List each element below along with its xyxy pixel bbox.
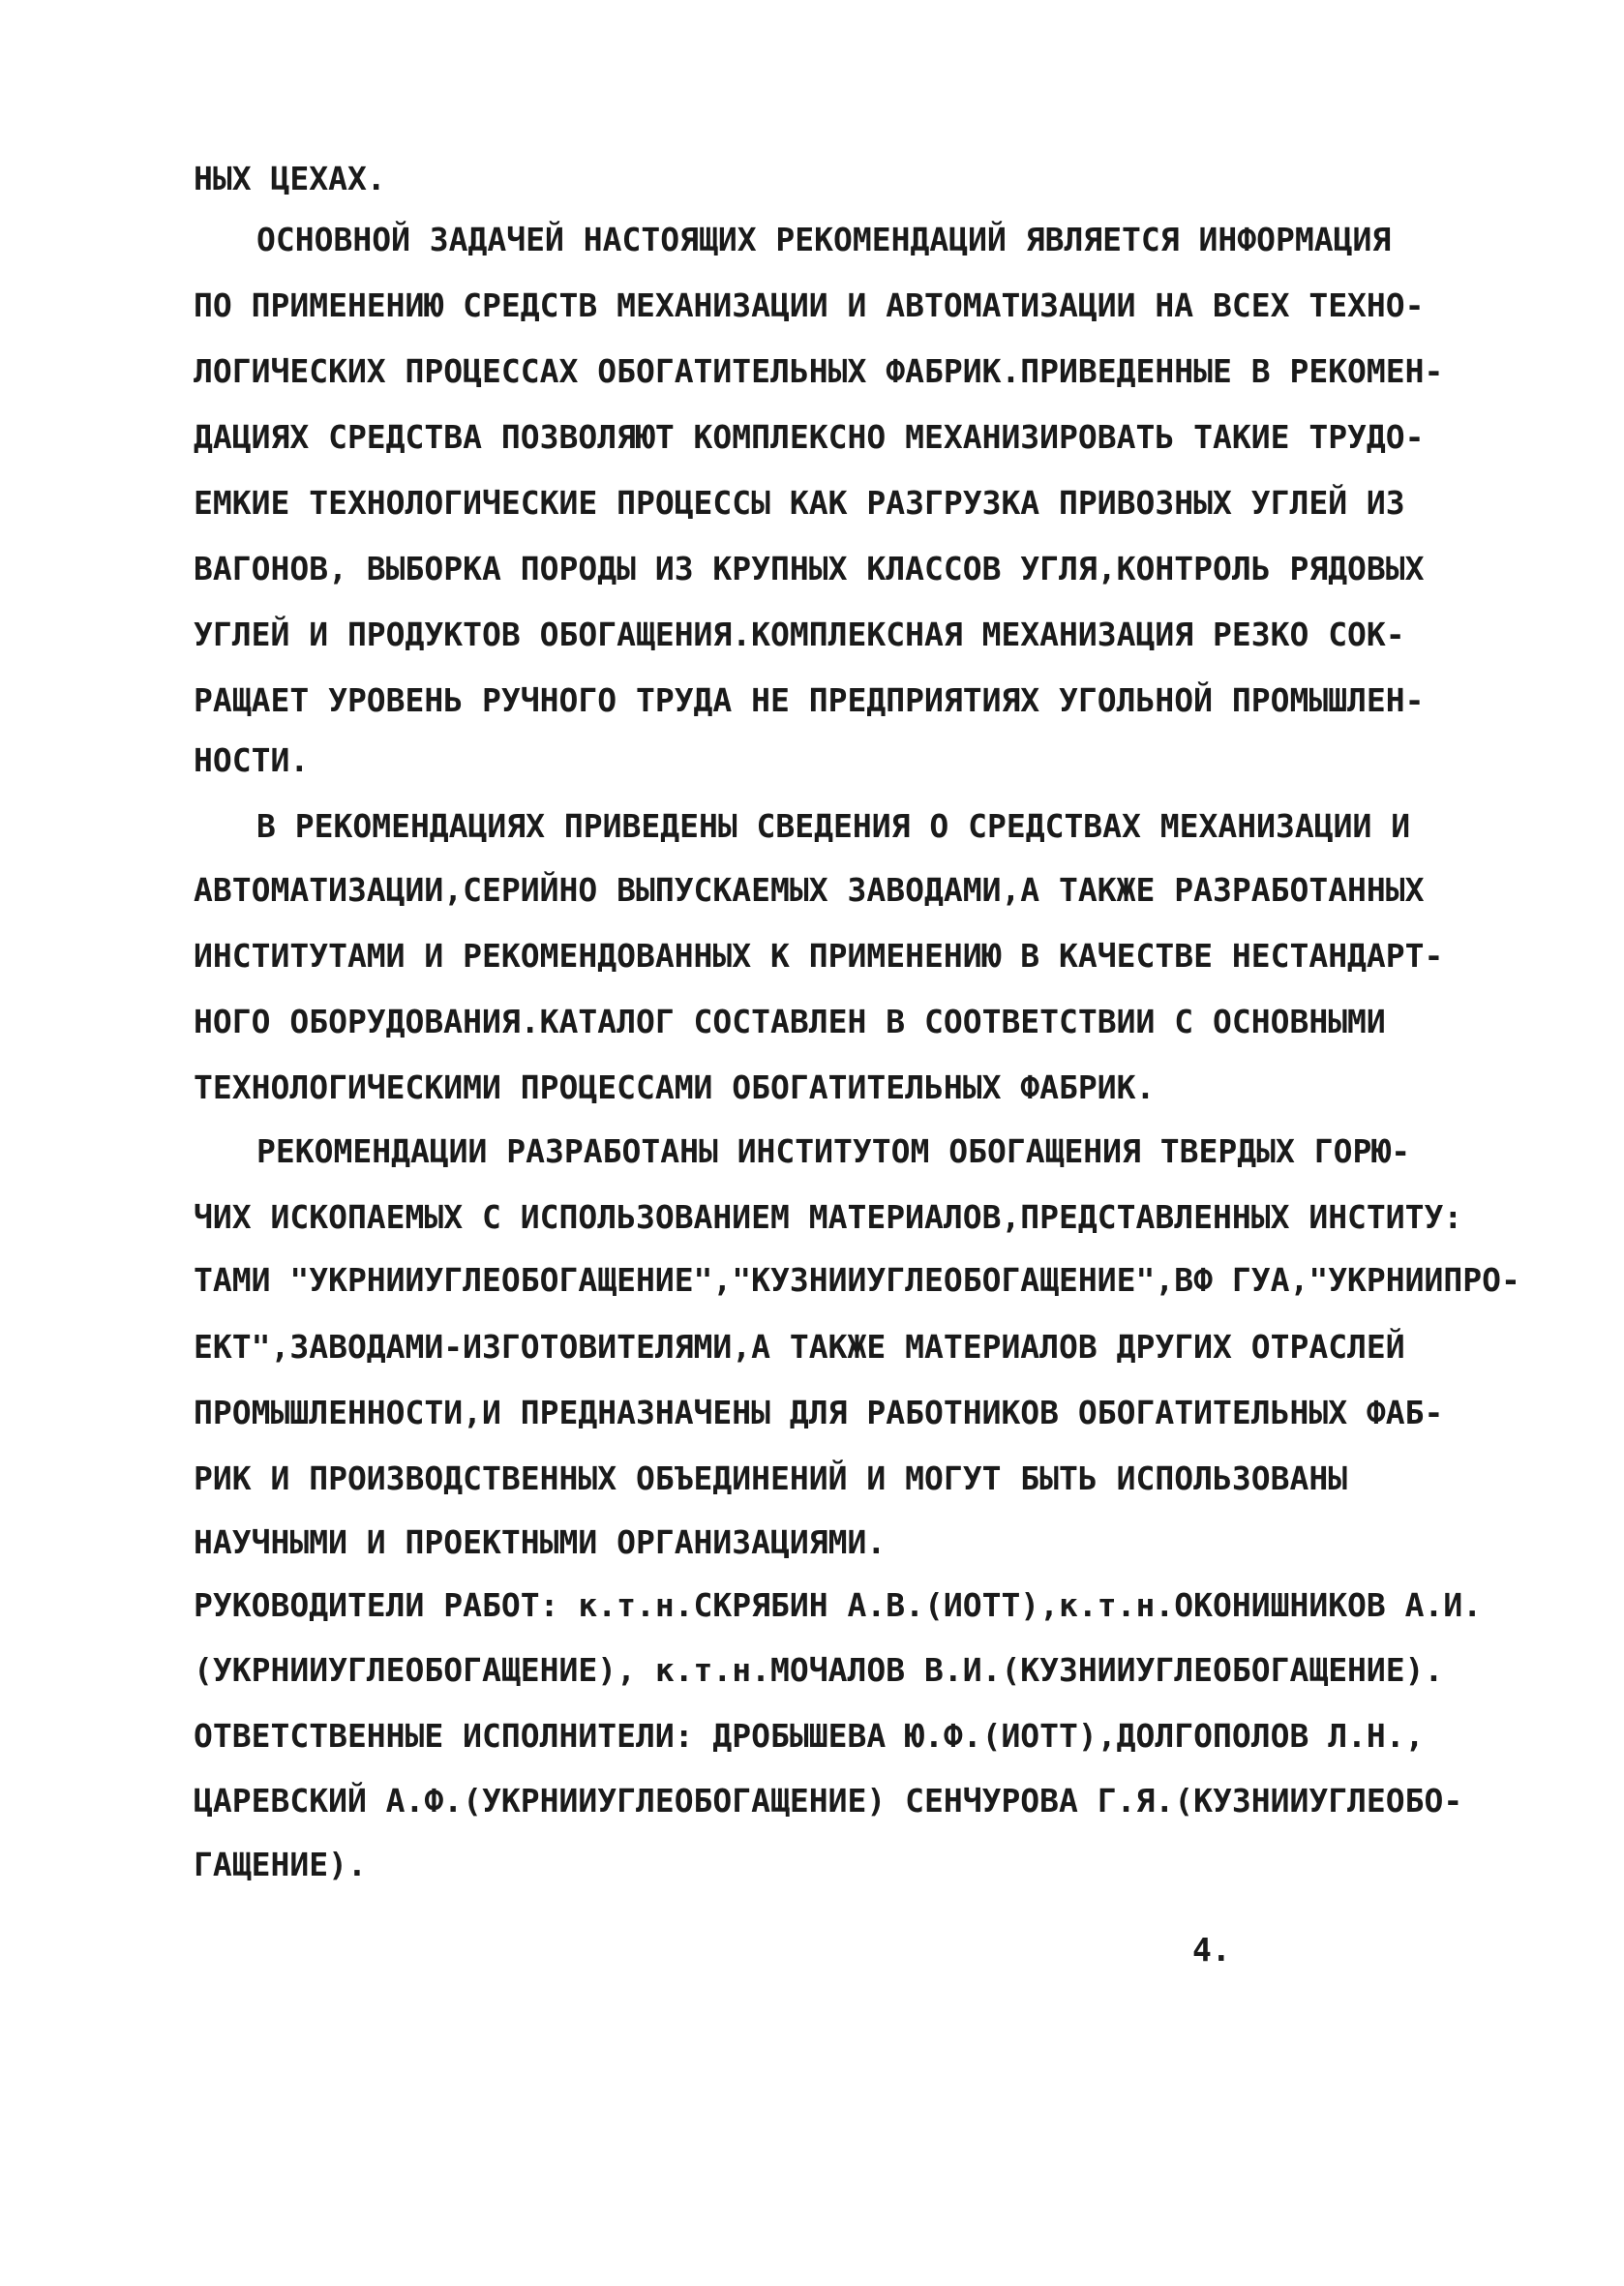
text-line: ПО ПРИМЕНЕНИЮ СРЕДСТВ МЕХАНИЗАЦИИ И АВТОМАТИЗАЦИИ НА ВСЕХ ТЕХНО- (194, 286, 1425, 324)
text-line: УГЛЕЙ И ПРОДУКТОВ ОБОГАЩЕНИЯ.КОМПЛЕКСНАЯ МЕХАНИЗАЦИЯ РЕЗКО СОК- (194, 616, 1405, 653)
text-line: ПРОМЫШЛЕННОСТИ,И ПРЕДНАЗНАЧЕНЫ ДЛЯ РАБОТНИКОВ ОБОГАТИТЕЛЬНЫХ ФАБ- (194, 1394, 1444, 1431)
text-line: НОГО ОБОРУДОВАНИЯ.КАТАЛОГ СОСТАВЛЕН В СООТВЕТСТВИИ С ОСНОВНЫМИ (194, 1003, 1386, 1040)
text-line: ТЕХНОЛОГИЧЕСКИМИ ПРОЦЕССАМИ ОБОГАТИТЕЛЬНЫХ ФАБРИК. (194, 1068, 1156, 1106)
text-line: В РЕКОМЕНДАЦИЯХ ПРИВЕДЕНЫ СВЕДЕНИЯ О СРЕДСТВАХ МЕХАНИЗАЦИИ И (256, 807, 1411, 845)
text-line: НАУЧНЫМИ И ПРОЕКТНЫМИ ОРГАНИЗАЦИЯМИ. (194, 1523, 887, 1561)
text-line: РИК И ПРОИЗВОДСТВЕННЫХ ОБЪЕДИНЕНИЙ И МОГУТ БЫТЬ ИСПОЛЬЗОВАНЫ (194, 1459, 1348, 1497)
text-line: ЛОГИЧЕСКИХ ПРОЦЕССАХ ОБОГАТИТЕЛЬНЫХ ФАБРИК.ПРИВЕДЕННЫЕ В РЕКОМЕН- (194, 352, 1444, 390)
page-number: 4. (1192, 1931, 1231, 1969)
text-line: (УКРНИИУГЛЕОБОГАЩЕНИЕ), к.т.н.МОЧАЛОВ В.И.(КУЗНИИУГЛЕОБОГАЩЕНИЕ). (194, 1651, 1444, 1689)
text-line: ВАГОНОВ, ВЫБОРКА ПОРОДЫ ИЗ КРУПНЫХ КЛАССОВ УГЛЯ,КОНТРОЛЬ РЯДОВЫХ (194, 550, 1425, 587)
text-line: ИНСТИТУТАМИ И РЕКОМЕНДОВАННЫХ К ПРИМЕНЕНИЮ В КАЧЕСТВЕ НЕСТАНДАРТ- (194, 937, 1444, 975)
text-line: РУКОВОДИТЕЛИ РАБОТ: к.т.н.СКРЯБИН А.В.(ИОТТ),к.т.н.ОКОНИШНИКОВ А.И. (194, 1586, 1483, 1624)
text-line: ЕКТ",ЗАВОДАМИ-ИЗГОТОВИТЕЛЯМИ,А ТАКЖЕ МАТЕРИАЛОВ ДРУГИХ ОТРАСЛЕЙ (194, 1328, 1405, 1366)
text-line: ЕМКИЕ ТЕХНОЛОГИЧЕСКИЕ ПРОЦЕССЫ КАК РАЗГРУЗКА ПРИВОЗНЫХ УГЛЕЙ ИЗ (194, 484, 1405, 522)
text-line: НОСТИ. (194, 741, 310, 779)
text-line: ЦАРЕВСКИЙ А.Ф.(УКРНИИУГЛЕОБОГАЩЕНИЕ) СЕНЧУРОВА Г.Я.(КУЗНИИУГЛЕОБО- (194, 1782, 1463, 1820)
text-line: ЧИХ ИСКОПАЕМЫХ С ИСПОЛЬЗОВАНИЕМ МАТЕРИАЛОВ,ПРЕДСТАВЛЕННЫХ ИНСТИТУ: (194, 1198, 1463, 1236)
text-line: ДАЦИЯХ СРЕДСТВА ПОЗВОЛЯЮТ КОМПЛЕКСНО МЕХАНИЗИРОВАТЬ ТАКИЕ ТРУДО- (194, 418, 1425, 456)
text-line: ОТВЕТСТВЕННЫЕ ИСПОЛНИТЕЛИ: ДРОБЫШЕВА Ю.Ф.(ИОТТ),ДОЛГОПОЛОВ Л.Н., (194, 1717, 1425, 1755)
text-line: НЫХ ЦЕХАХ. (194, 160, 386, 197)
text-line: ОСНОВНОЙ ЗАДАЧЕЙ НАСТОЯЩИХ РЕКОМЕНДАЦИЙ ЯВЛЯЕТСЯ ИНФОРМАЦИЯ (256, 221, 1392, 258)
text-line: ГАЩЕНИЕ). (194, 1846, 367, 1883)
text-line: АВТОМАТИЗАЦИИ,СЕРИЙНО ВЫПУСКАЕМЫХ ЗАВОДАМИ,А ТАКЖЕ РАЗРАБОТАННЫХ (194, 871, 1425, 909)
text-line: ТАМИ "УКРНИИУГЛЕОБОГАЩЕНИЕ","КУЗНИИУГЛЕОБОГАЩЕНИЕ",ВФ ГУА,"УКРНИИПРО- (194, 1261, 1520, 1299)
text-line: РЕКОМЕНДАЦИИ РАЗРАБОТАНЫ ИНСТИТУТОМ ОБОГАЩЕНИЯ ТВЕРДЫХ ГОРЮ- (256, 1132, 1411, 1170)
text-line: РАЩАЕТ УРОВЕНЬ РУЧНОГО ТРУДА НЕ ПРЕДПРИЯТИЯХ УГОЛЬНОЙ ПРОМЫШЛЕН- (194, 681, 1425, 719)
